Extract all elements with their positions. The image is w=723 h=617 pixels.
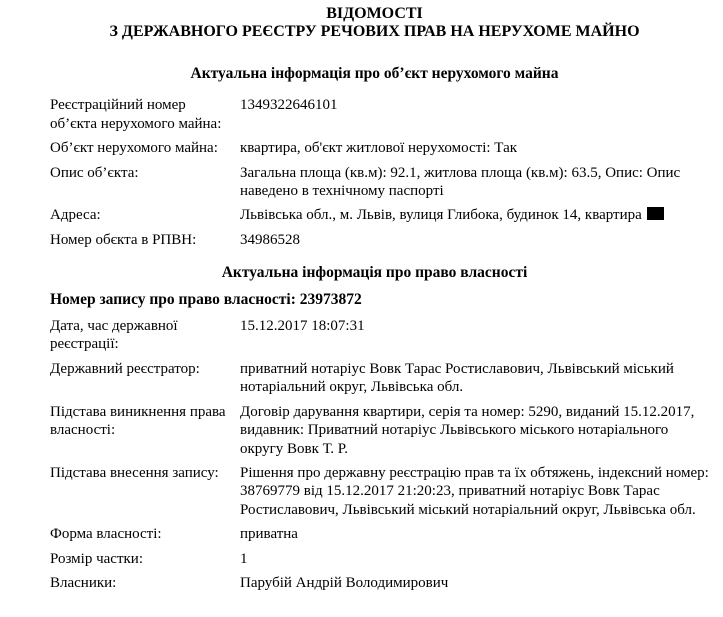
field-row-ownership-form — [50, 525, 710, 543]
field-label: Адреса: — [50, 207, 101, 224]
field-value: 15.12.2017 18:07:31 — [240, 318, 365, 335]
field-row-share-size — [50, 550, 710, 568]
field-row-registration-number — [50, 96, 710, 133]
field-row-registration-datetime — [50, 317, 710, 354]
section-header-ownership-info: Актуальна інформація про право власності — [221, 264, 528, 282]
redaction-box — [647, 207, 664, 220]
field-label: Форма власності: — [50, 526, 162, 543]
address-text: Львівська обл., м. Львів, вулиця Глибока, будинок 14, квартира — [240, 207, 642, 224]
field-value: приватний нотаріус Вовк Тарас Ростиславович, Львівський міський нотаріальний округ, Львівська обл. — [240, 360, 674, 396]
field-label: Підстава внесення запису: — [50, 464, 219, 481]
field-value: 1349322646101 — [240, 97, 338, 114]
field-label: Власники: — [50, 574, 117, 591]
field-row-object-description — [50, 164, 710, 201]
field-label: Опис об’єкта: — [50, 164, 139, 181]
field-row-rpvn-number — [50, 231, 710, 249]
document-title-line1: ВІДОМОСТІ — [326, 5, 423, 22]
field-label: Розмір частки: — [50, 550, 143, 567]
ownership-record-number: Номер запису про право власності: 23973872 — [50, 290, 362, 308]
field-value: Рішення про державну реєстрацію прав та їх обтяжень, індексний номер: 38769779 від 15.12.2017 21:20:23, приватний нотаріус Вовк Тарас Ростиславович, Львівський міський нотаріальний округ, Львівська обл. — [240, 464, 709, 518]
field-value: Договір дарування квартири, серія та номер: 5290, виданий 15.12.2017, видавник: Приватний нотаріус Львівського міського нотаріального округу Вовк Т. Р. — [240, 403, 695, 457]
field-value — [240, 206, 710, 224]
field-value: приватна — [240, 526, 298, 543]
field-value: квартира, об'єкт житлової нерухомості: Так — [240, 140, 518, 157]
field-value: 34986528 — [240, 231, 300, 248]
field-row-owners — [50, 574, 710, 592]
field-value: Парубій Андрій Володимирович — [240, 574, 449, 591]
field-row-object-type — [50, 139, 710, 157]
field-value: 1 — [240, 550, 248, 567]
field-label: Дата, час державної реєстрації: — [50, 318, 178, 353]
field-row-address — [50, 206, 710, 224]
field-label: Реєстраційний номер об’єкта нерухомого майна: — [50, 97, 222, 132]
field-label: Підстава виникнення права власності: — [50, 403, 226, 439]
document-title-line2: З ДЕРЖАВНОГО РЕЄСТРУ РЕЧОВИХ ПРАВ НА НЕРУХОМЕ МАЙНО — [109, 23, 640, 40]
field-value: Загальна площа (кв.м): 92.1, житлова площа (кв.м): 63.5, Опис: Опис наведено в технічному паспорті — [240, 164, 681, 200]
section-header-object-info: Актуальна інформація про об’єкт нерухомого майна — [190, 65, 559, 82]
field-row-record-entry-basis — [50, 464, 710, 519]
field-label: Номер обєкта в РПВН: — [50, 231, 197, 248]
field-row-ownership-basis — [50, 403, 710, 458]
field-row-state-registrar — [50, 360, 710, 397]
field-label: Державний реєстратор: — [50, 360, 200, 377]
document-title — [13, 5, 723, 41]
field-label: Об’єкт нерухомого майна: — [50, 140, 218, 157]
